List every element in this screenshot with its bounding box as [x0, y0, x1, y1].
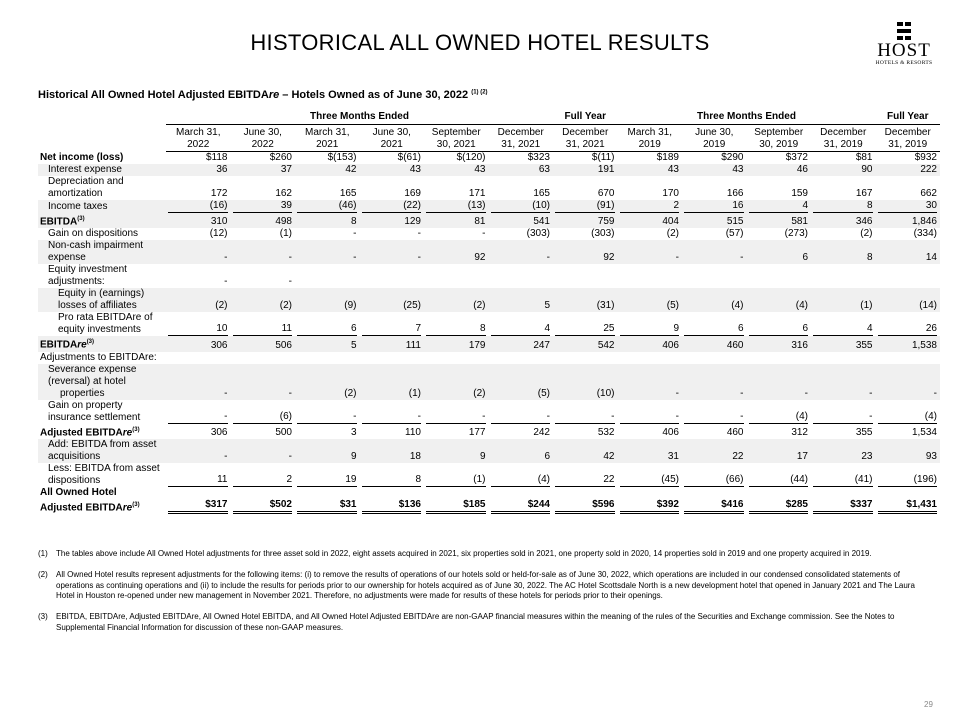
table-cell: 247 — [489, 336, 554, 351]
column-header: December 31, 2019 — [811, 125, 876, 152]
row-label: Adjusted EBITDAre$^{(3)}$ — [40, 426, 140, 438]
row-label: Income taxes — [38, 200, 166, 213]
table-cell: (4) — [489, 463, 554, 487]
table-cell: 43 — [682, 164, 747, 176]
table-cell: 6 — [489, 439, 554, 463]
table-cell: - — [489, 240, 554, 264]
table-cell: - — [231, 240, 296, 264]
table-cell: 171 — [468, 188, 486, 199]
row-label: Equity in (earnings) losses of affiliates — [38, 288, 166, 312]
table-cell: - — [618, 364, 683, 400]
table-cell: 25 — [553, 312, 618, 336]
table-cell: (10) — [553, 364, 618, 400]
table-cell: 355 — [811, 336, 876, 351]
row-label: Equity investment adjustments: — [48, 264, 127, 288]
table-cell: 532 — [597, 426, 615, 438]
table-cell: 37 — [231, 164, 296, 176]
table-subtitle: Historical All Owned Hotel Adjusted EBITDAre – Hotels Owned as of June 30, 2022 $^{(1) (2)}$ — [38, 89, 488, 101]
table-row — [38, 228, 940, 240]
table-cell: - — [553, 400, 618, 424]
table-cell: 662 — [920, 188, 937, 199]
table-cell: (5) — [618, 288, 683, 312]
table-cell: 355 — [855, 426, 873, 438]
table-cell: 172 — [210, 188, 228, 199]
table-cell: $416 — [682, 487, 747, 514]
table-cell: (91) — [553, 200, 618, 213]
column-header: September 30, 2019 — [747, 125, 812, 152]
table-cell: 6 — [747, 240, 812, 264]
table-cell: - — [682, 364, 747, 400]
table-cell: 346 — [811, 213, 876, 228]
table-cell — [682, 264, 747, 288]
table-cell: - — [231, 439, 296, 463]
table-cell: 9 — [618, 312, 683, 336]
logo-tagline: HOTELS & RESORTS — [875, 60, 933, 66]
table-cell: 177 — [468, 426, 486, 438]
table-cell: - — [482, 228, 486, 240]
table-row — [38, 439, 940, 463]
table-cell: (41) — [811, 463, 876, 487]
table-cell: - — [288, 276, 292, 288]
table-cell: 43 — [360, 164, 425, 176]
table-cell: (273) — [784, 228, 808, 240]
table-cell: 18 — [360, 439, 425, 463]
table-cell: 759 — [553, 213, 618, 228]
table-cell: 242 — [533, 426, 550, 438]
header-group: Full Year — [876, 110, 941, 125]
table-cell: - — [811, 364, 876, 400]
host-logo-icon — [894, 22, 914, 40]
table-cell: 92 — [424, 240, 489, 264]
table-cell — [876, 352, 941, 364]
table-cell: 4 — [811, 312, 876, 336]
table-cell: - — [417, 228, 421, 240]
table-cell: 170 — [662, 188, 679, 199]
table-cell: - — [166, 439, 231, 463]
table-cell: (44) — [747, 463, 812, 487]
table-cell: (2) — [231, 288, 296, 312]
table-cell — [553, 264, 618, 288]
table-cell: 42 — [295, 164, 360, 176]
table-row — [38, 200, 940, 213]
table-cell: (10) — [489, 200, 554, 213]
table-cell — [295, 352, 360, 364]
table-cell: (303) — [591, 228, 615, 240]
table-cell: (2) — [860, 228, 873, 240]
table-cell: (2) — [166, 288, 231, 312]
table-cell: 36 — [166, 164, 231, 176]
table-cell: - — [360, 400, 425, 424]
table-cell: (31) — [553, 288, 618, 312]
table-cell: 8 — [811, 240, 876, 264]
table-cell: 39 — [231, 200, 296, 213]
table-cell: $502 — [231, 487, 296, 514]
footnote: (2) All Owned Hotel results represent adjustments for the following items: (i) to remove the results of operations of our hotels sold or held-for-sale as of June 30, 2022, which operations are included in our condensed consolidated statements of operations as continuing operations and (ii) to include the results for periods prior to our ownership for hotels acquired as of June 30, 2022. The AC Hotel Scottsdale North is a new development hotel that opened in January 2021 and The Laura Hotel in Houston re-opened under new management in November 2021. Therefore, no adjustments were made for results of these hotels for periods prior to their openings. — [38, 570, 915, 600]
table-cell: $1,431 — [876, 487, 941, 514]
table-cell: 165 — [339, 188, 357, 199]
table-row — [38, 352, 940, 364]
table-cell: (2) — [424, 364, 489, 400]
table-cell: $260 — [269, 152, 292, 163]
table-cell: $323 — [527, 152, 550, 163]
table-cell: (57) — [725, 228, 744, 240]
row-label: Gain on dispositions — [48, 228, 139, 240]
column-header: June 30, 2019 — [682, 125, 747, 152]
row-label: Less: EBITDA from asset dispositions — [48, 462, 160, 486]
table-cell — [360, 352, 425, 364]
table-cell: 31 — [618, 439, 683, 463]
table-cell: - — [682, 400, 747, 424]
table-cell: 6 — [747, 312, 812, 336]
table-cell: (45) — [618, 463, 683, 487]
table-cell: 169 — [404, 188, 421, 199]
table-row — [38, 176, 940, 200]
table-cell: (13) — [424, 200, 489, 213]
table-cell: (4) — [682, 288, 747, 312]
table-cell: $189 — [656, 152, 679, 163]
table-cell: (16) — [166, 200, 231, 213]
table-cell: 406 — [618, 336, 683, 351]
table-cell: $118 — [205, 152, 228, 163]
table-cell — [489, 352, 554, 364]
table-cell: 404 — [618, 213, 683, 228]
column-header: December 31, 2021 — [489, 125, 554, 152]
table-cell: (9) — [295, 288, 360, 312]
table-row — [38, 164, 940, 176]
table-cell: 11 — [166, 463, 231, 487]
table-cell: 5 — [489, 288, 554, 312]
table-cell — [811, 352, 876, 364]
table-cell — [424, 264, 489, 288]
table-cell — [618, 352, 683, 364]
table-row — [38, 312, 940, 336]
table-cell — [166, 352, 231, 364]
table-cell: 1,846 — [876, 213, 941, 228]
table-row — [38, 152, 940, 165]
table-cell: 42 — [553, 439, 618, 463]
table-cell: $244 — [489, 487, 554, 514]
table-cell: $596 — [553, 487, 618, 514]
footnote: (1) The tables above include All Owned Hotel adjustments for three asset sold in 2022, eight assets acquired in 2021, six properties sold in 2021, one property sold in 2020, 14 properties sold in 2019 and one property acquired in 2019. — [38, 549, 872, 558]
table-cell: 166 — [726, 188, 744, 199]
table-cell: 26 — [876, 312, 941, 336]
row-label: Depreciation and amortization — [48, 176, 124, 199]
table-cell: $31 — [295, 487, 360, 514]
table-cell: 4 — [747, 200, 812, 213]
column-header: March 31, 2019 — [618, 125, 683, 152]
table-cell: (14) — [876, 288, 941, 312]
table-cell: (66) — [682, 463, 747, 487]
table-cell: 2 — [618, 200, 683, 213]
header-group-row — [38, 110, 940, 125]
table-cell: - — [231, 364, 296, 400]
table-cell: 129 — [360, 213, 425, 228]
table-cell: 63 — [489, 164, 554, 176]
table-cell: 460 — [726, 426, 744, 438]
row-label: EBITDA$^{(3)}$ — [38, 213, 166, 228]
table-cell: 5 — [295, 336, 360, 351]
table-cell: 110 — [405, 426, 421, 438]
host-logo — [868, 22, 940, 66]
table-cell: 46 — [747, 164, 812, 176]
table-cell: 17 — [747, 439, 812, 463]
table-cell: 22 — [682, 439, 747, 463]
table-cell: 93 — [876, 439, 941, 463]
table-cell: - — [295, 240, 360, 264]
table-cell: 581 — [747, 213, 812, 228]
table-cell: 6 — [682, 312, 747, 336]
table-cell — [618, 264, 683, 288]
table-cell: 23 — [811, 439, 876, 463]
table-cell: - — [166, 364, 231, 400]
table-cell: 1,534 — [911, 426, 937, 438]
table-cell: $(153) — [327, 152, 357, 163]
table-cell: - — [224, 276, 228, 288]
table-cell: - — [876, 364, 941, 400]
table-cell: (1) — [279, 228, 292, 240]
table-row — [38, 487, 940, 514]
table-cell: $81 — [855, 152, 873, 163]
table-cell: - — [747, 364, 812, 400]
column-header: December 31, 2019 — [876, 125, 941, 152]
table-cell: (2) — [424, 288, 489, 312]
table-cell: - — [489, 400, 554, 424]
table-cell: 312 — [791, 426, 808, 438]
table-cell: 541 — [489, 213, 554, 228]
table-cell: 22 — [553, 463, 618, 487]
table-cell: $932 — [914, 152, 937, 163]
table-cell: 16 — [682, 200, 747, 213]
table-cell: 165 — [533, 188, 550, 199]
column-header: March 31, 2022 — [166, 125, 231, 152]
table-cell: $337 — [811, 487, 876, 514]
table-cell: 191 — [553, 164, 618, 176]
table-cell: - — [811, 400, 876, 424]
table-cell: 167 — [855, 188, 873, 199]
row-label: Add: EBITDA from asset acquisitions — [38, 439, 166, 463]
table-cell — [231, 352, 296, 364]
table-cell: 506 — [231, 336, 296, 351]
table-cell — [682, 352, 747, 364]
table-cell: 316 — [747, 336, 812, 351]
table-cell: (46) — [295, 200, 360, 213]
table-cell — [811, 264, 876, 288]
row-label: Non-cash impairment expense — [38, 240, 166, 264]
results-table — [38, 110, 940, 514]
table-cell: 306 — [210, 426, 228, 438]
table-cell: 2 — [231, 463, 296, 487]
table-cell — [876, 264, 941, 288]
table-cell: 10 — [166, 312, 231, 336]
table-cell: (1) — [811, 288, 876, 312]
column-header-row — [38, 125, 940, 152]
table-cell — [295, 264, 360, 288]
table-cell: 43 — [424, 164, 489, 176]
row-label: All Owned Hotel Adjusted EBITDAre$^{(3)}$ — [40, 486, 140, 514]
table-cell — [360, 264, 425, 288]
table-cell: (22) — [360, 200, 425, 213]
table-cell: (4) — [876, 400, 941, 424]
table-cell: - — [166, 400, 231, 424]
table-cell: 4 — [489, 312, 554, 336]
table-row — [38, 400, 940, 424]
table-cell: (4) — [747, 400, 812, 424]
table-cell: 162 — [275, 188, 292, 199]
table-cell: 8 — [811, 200, 876, 213]
table-cell: 8 — [295, 213, 360, 228]
column-header: June 30, 2022 — [231, 125, 296, 152]
row-label: Pro rata EBITDAre of equity investments — [58, 312, 153, 336]
table-cell: - — [360, 240, 425, 264]
table-cell: $285 — [747, 487, 812, 514]
footnote: (3) EBITDA, EBITDAre, Adjusted EBITDAre, All Owned Hotel EBITDA, and All Owned Hotel Adjusted EBITDAre are non-GAAP financial measures within the meaning of the rules of the Securities and Exchange commission. See the Notes to Supplemental Financial Information for discussion of these non-GAAP measures. — [38, 612, 895, 632]
table-row — [38, 336, 940, 351]
table-cell: (12) — [209, 228, 228, 240]
table-cell: $(120) — [456, 152, 486, 163]
table-cell: - — [424, 400, 489, 424]
table-cell: 8 — [424, 312, 489, 336]
logo-wordmark: HOST — [877, 40, 931, 61]
table-cell: 310 — [166, 213, 231, 228]
table-cell: 111 — [360, 336, 425, 351]
table-cell: 19 — [295, 463, 360, 487]
table-cell: $(11) — [591, 152, 615, 163]
table-cell: 179 — [424, 336, 489, 351]
table-cell: 498 — [231, 213, 296, 228]
table-cell: 92 — [553, 240, 618, 264]
table-cell: - — [618, 240, 683, 264]
table-cell: 14 — [876, 240, 941, 264]
table-cell — [553, 352, 618, 364]
table-row — [38, 463, 940, 487]
table-row — [38, 213, 940, 228]
table-cell: (6) — [231, 400, 296, 424]
column-header: December 31, 2021 — [553, 125, 618, 152]
header-group: Three Months Ended — [166, 110, 553, 125]
table-cell: (1) — [360, 364, 425, 400]
table-cell: $185 — [424, 487, 489, 514]
table-cell — [747, 352, 812, 364]
table-cell: (25) — [360, 288, 425, 312]
header-group: Full Year — [553, 110, 618, 125]
page-number: 29 — [924, 700, 933, 709]
table-cell: (303) — [526, 228, 550, 240]
row-label: Adjustments to EBITDAre: — [40, 351, 157, 363]
table-cell: $(61) — [397, 152, 421, 163]
table-cell: 30 — [876, 200, 941, 213]
table-cell: - — [295, 400, 360, 424]
table-cell: 81 — [424, 213, 489, 228]
row-label: Net income (loss) — [40, 151, 124, 163]
table-cell: 9 — [295, 439, 360, 463]
table-cell: $372 — [785, 152, 808, 163]
table-cell: (5) — [489, 364, 554, 400]
table-cell: - — [353, 228, 357, 240]
table-cell: - — [618, 400, 683, 424]
table-cell: $290 — [721, 152, 744, 163]
table-cell: 159 — [791, 188, 808, 199]
row-label: Interest expense — [38, 164, 166, 176]
table-cell: 1,538 — [876, 336, 941, 351]
table-cell: $392 — [618, 487, 683, 514]
page-title: HISTORICAL ALL OWNED HOTEL RESULTS — [250, 30, 710, 55]
table-cell: (334) — [913, 228, 937, 240]
table-cell: 9 — [424, 439, 489, 463]
table-cell: 306 — [166, 336, 231, 351]
table-cell: 7 — [360, 312, 425, 336]
column-header: June 30, 2021 — [360, 125, 425, 152]
table-row — [38, 264, 940, 288]
table-cell: (4) — [747, 288, 812, 312]
column-header: March 31, 2021 — [295, 125, 360, 152]
table-cell: 515 — [682, 213, 747, 228]
table-cell: 460 — [682, 336, 747, 351]
row-label: Gain on property insurance settlement — [48, 399, 141, 423]
table-cell: 222 — [876, 164, 941, 176]
table-cell: $317 — [166, 487, 231, 514]
table-cell: $136 — [360, 487, 425, 514]
table-cell: - — [682, 240, 747, 264]
table-cell: (196) — [876, 463, 941, 487]
table-cell: 670 — [597, 188, 615, 199]
table-cell — [747, 264, 812, 288]
table-cell: 8 — [360, 463, 425, 487]
header-group: Three Months Ended — [618, 110, 876, 125]
row-label: EBITDAre$^{(3)}$ — [38, 336, 166, 351]
table-cell: (2) — [666, 228, 679, 240]
table-row — [38, 364, 940, 400]
table-cell: 90 — [811, 164, 876, 176]
table-cell: (2) — [295, 364, 360, 400]
table-cell: 43 — [618, 164, 683, 176]
table-row — [38, 288, 940, 312]
row-label: Severance expense (reversal) at hotel properties — [38, 364, 166, 400]
table-cell — [489, 264, 554, 288]
table-cell: 542 — [553, 336, 618, 351]
table-row — [38, 424, 940, 439]
table-cell: (1) — [424, 463, 489, 487]
table-cell: - — [166, 240, 231, 264]
table-row — [38, 240, 940, 264]
table-cell: 6 — [295, 312, 360, 336]
table-cell — [424, 352, 489, 364]
table-cell: 11 — [231, 312, 296, 336]
column-header: September 30, 2021 — [424, 125, 489, 152]
table-cell: 406 — [662, 426, 679, 438]
table-cell: 3 — [350, 426, 357, 438]
table-cell: 500 — [275, 426, 292, 438]
